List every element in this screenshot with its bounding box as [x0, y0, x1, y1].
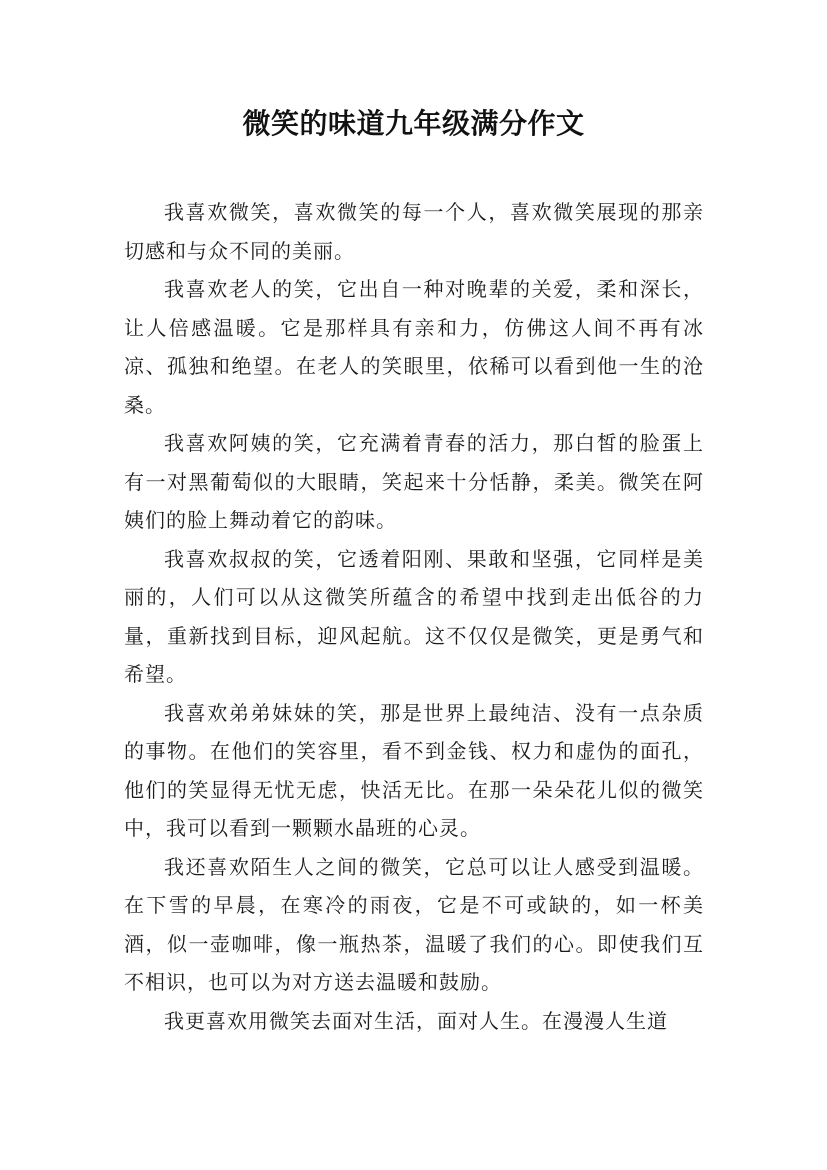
paragraph: 我喜欢叔叔的笑，它透着阳刚、果敢和坚强，它同样是美丽的，人们可以从这微笑所蕴含的希望中找到走出低谷的力量，重新找到目标，迎风起航。这不仅仅是微笑，更是勇气和希望。 [124, 546, 704, 686]
document-title: 微笑的味道九年级满分作文 [242, 107, 585, 140]
paragraph: 我喜欢阿姨的笑，它充满着青春的活力，那白皙的脸蛋上有一对黑葡萄似的大眼睛，笑起来十分恬静，柔美。微笑在阿姨们的脸上舞动着它的韵味。 [124, 431, 704, 532]
paragraph: 我更喜欢用微笑去面对生活，面对人生。在漫漫人生道 [164, 1008, 668, 1033]
paragraph: 我喜欢微笑，喜欢微笑的每一个人，喜欢微笑展现的那亲切感和与众不同的美丽。 [124, 200, 704, 263]
paragraph: 我喜欢弟弟妹妹的笑，那是世界上最纯洁、没有一点杂质的事物。在他们的笑容里，看不到金钱、权力和虚伪的面孔，他们的笑显得无忧无虑，快活无比。在那一朵朵花儿似的微笑中，我可以看到一颗颗水晶班的心灵。 [124, 700, 704, 840]
paragraph: 我喜欢老人的笑，它出自一种对晚辈的关爱，柔和深长，让人倍感温暖。它是那样具有亲和力，仿佛这人间不再有冰凉、孤独和绝望。在老人的笑眼里，依稀可以看到他一生的沧桑。 [124, 277, 704, 417]
paragraph: 我还喜欢陌生人之间的微笑，它总可以让人感受到温暖。在下雪的早晨，在寒冷的雨夜，它是不可或缺的，如一杯美酒，似一壶咖啡，像一瓶热茶，温暖了我们的心。即使我们互不相识，也可以为对方送去温暖和鼓励。 [124, 854, 704, 994]
document-body [124, 193, 704, 1040]
